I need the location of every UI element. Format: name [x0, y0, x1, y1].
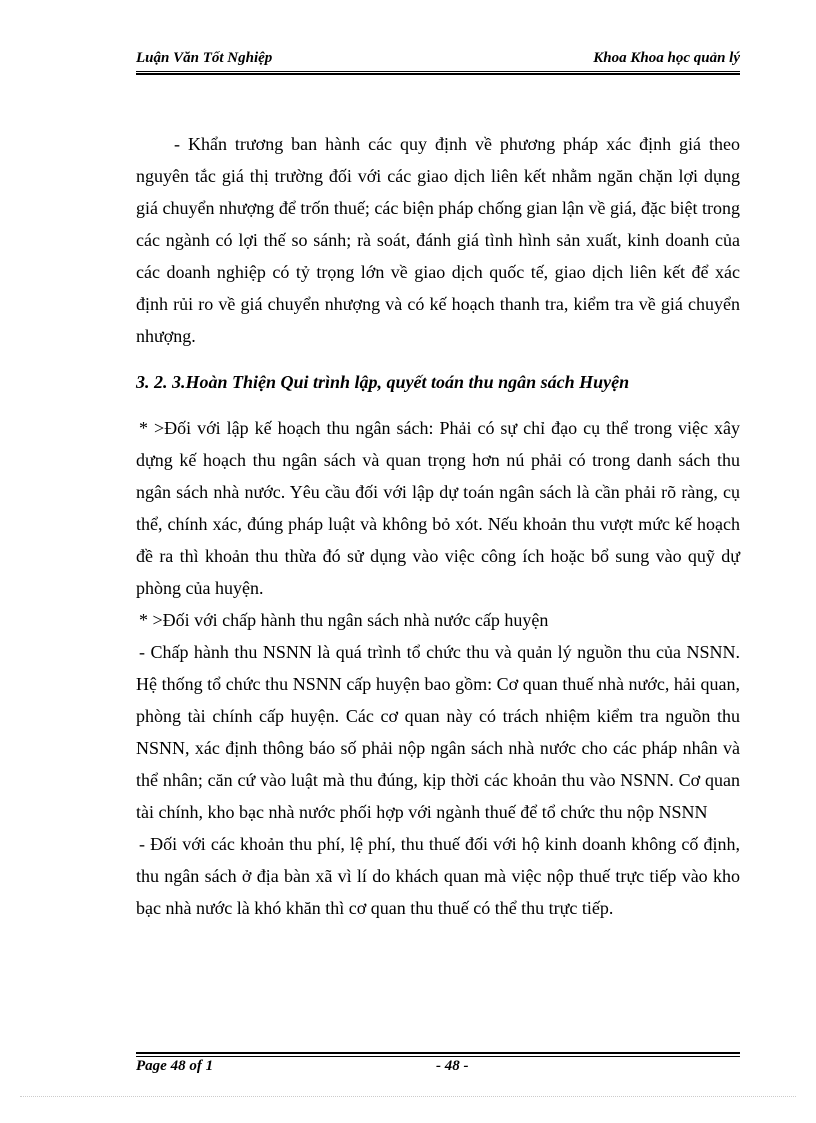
paragraph-fees: - Đối với các khoản thu phí, lệ phí, thu thuế đối với hộ kinh doanh không cố định, thu ngân sách ở địa bàn xã vì lí do khách quan mà việc nộp thuế trực tiếp vào kho bạc nhà nước là khó khăn thì cơ quan thu thuế có thể thu trực tiếp. [136, 834, 740, 918]
section-heading: 3. 2. 3.Hoàn Thiện Qui trình lập, quyết toán thu ngân sách Huyện [136, 372, 630, 392]
page-header [136, 50, 740, 67]
page-bottom-border [20, 1096, 796, 1097]
header-left-title: Luận Văn Tốt Nghiệp [136, 50, 273, 66]
footer-page-number: - 48 - [436, 1058, 469, 1074]
footer-page-count: Page 48 of 1 [136, 1058, 214, 1074]
page-body [136, 128, 740, 924]
paragraph-execution: - Chấp hành thu NSNN là quá trình tổ chức thu và quản lý nguồn thu của NSNN. Hệ thống tổ chức thu NSNN cấp huyện bao gồm: Cơ quan thuế nhà nước, hải quan, phòng tài chính cấp huyện. Các cơ quan này có trách nhiệm kiểm tra nguồn thu NSNN, xác định thông báo số phải nộp ngân sách nhà nước cho các pháp nhân và thể nhân; căn cứ vào luật mà thu đúng, kịp thời các khoản thu vào NSNN. Cơ quan tài chính, kho bạc nhà nước phối hợp với ngành thuế để tổ chức thu nộp NSNN [136, 642, 740, 822]
header-rule [136, 71, 740, 75]
paragraph-price-regulation: - Khẩn trương ban hành các quy định về phương pháp xác định giá theo nguyên tắc giá thị trường đối với các giao dịch liên kết nhằm ngăn chặn lợi dụng giá chuyển nhượng để trốn thuế; các biện pháp chống gian lận về giá, đặc biệt trong các ngành có lợi thế so sánh; rà soát, đánh giá tình hình sản xuất, kinh doanh của các doanh nghiệp có tỷ trọng lớn về giao dịch quốc tế, giao dịch liên kết để xác định rủi ro về giá chuyển nhượng và có kế hoạch thanh tra, kiểm tra về giá chuyển nhượng. [136, 134, 740, 346]
header-right-title: Khoa Khoa học quản lý [593, 50, 740, 66]
page-footer [136, 1056, 740, 1078]
paragraph-execution-title: * >Đối với chấp hành thu ngân sách nhà nước cấp huyện [139, 610, 549, 630]
paragraph-planning: * >Đối với lập kế hoạch thu ngân sách: Phải có sự chỉ đạo cụ thể trong việc xây dựng kế hoạch thu ngân sách và quan trọng hơn nú phải có trong danh sách thu ngân sách nhà nước. Yêu cầu đối với lập dự toán ngân sách là cần phải rõ ràng, cụ thể, chính xác, đúng pháp luật và không bỏ xót. Nếu khoản thu vượt mức kế hoạch đề ra thì khoản thu thừa đó sử dụng vào việc công ích hoặc bổ sung vào quỹ dự phòng của huyện. [136, 418, 740, 598]
